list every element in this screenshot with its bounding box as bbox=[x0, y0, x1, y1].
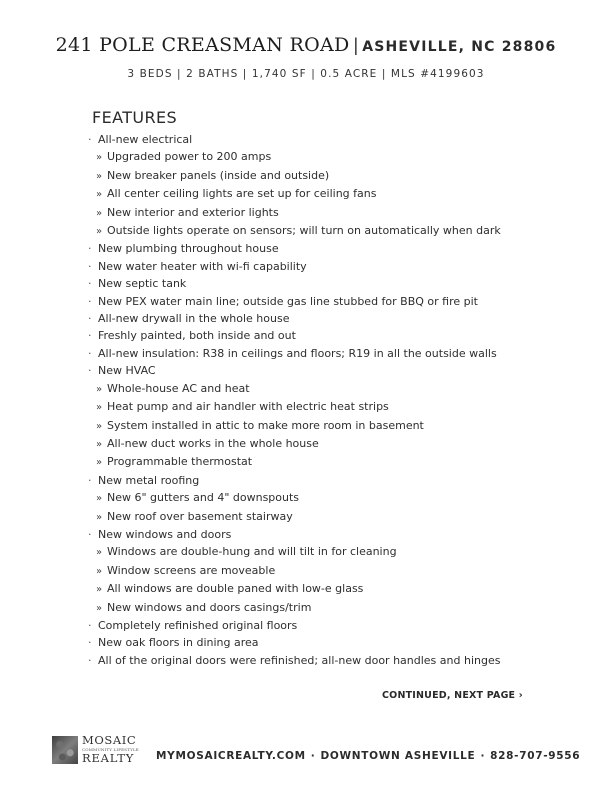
feature-text: New windows and doors bbox=[98, 527, 232, 541]
feature-subitem bbox=[88, 580, 568, 598]
feature-item bbox=[88, 634, 568, 651]
feature-subitem-text: Windows are double-hung and will tilt in for cleaning bbox=[107, 545, 397, 559]
separator-dot: · bbox=[310, 750, 316, 762]
chevron-bullet-icon: » bbox=[96, 438, 103, 450]
street-address: 241 POLE CREASMAN ROAD bbox=[55, 34, 350, 56]
features-heading: FEATURES bbox=[92, 108, 178, 127]
feature-item bbox=[88, 293, 568, 310]
feature-subitem-text: New 6" gutters and 4" downspouts bbox=[107, 491, 300, 505]
feature-item bbox=[88, 310, 568, 327]
feature-text: New water heater with wi-fi capability bbox=[98, 259, 307, 273]
feature-subitem bbox=[88, 380, 568, 398]
feature-item bbox=[88, 275, 568, 292]
feature-text: New PEX water main line; outside gas line stubbed for BBQ or fire pit bbox=[98, 294, 478, 308]
bullet-icon: · bbox=[88, 364, 92, 378]
property-details: 3 BEDS | 2 BATHS | 1,740 SF | 0.5 ACRE | MLS #4199603 bbox=[127, 68, 485, 80]
feature-subitem-text: Heat pump and air handler with electric heat strips bbox=[107, 400, 389, 414]
feature-subitem-text: New interior and exterior lights bbox=[107, 205, 279, 219]
logo-line-1: MOSAIC bbox=[82, 733, 137, 747]
footer bbox=[52, 733, 581, 766]
feature-subitem bbox=[88, 508, 568, 526]
feature-subitem-text: Upgraded power to 200 amps bbox=[107, 150, 272, 164]
feature-item bbox=[88, 472, 568, 489]
chevron-bullet-icon: » bbox=[96, 420, 103, 432]
feature-subitem bbox=[88, 167, 568, 185]
chevron-bullet-icon: » bbox=[96, 207, 103, 219]
chevron-bullet-icon: » bbox=[96, 152, 103, 164]
feature-subitem-text: Whole-house AC and heat bbox=[107, 381, 250, 395]
feature-subitem-text: New roof over basement stairway bbox=[107, 509, 293, 523]
bullet-icon: · bbox=[88, 277, 92, 291]
feature-item bbox=[88, 240, 568, 257]
feature-text: New septic tank bbox=[98, 277, 187, 291]
location-text: DOWNTOWN ASHEVILLE bbox=[320, 750, 476, 762]
separator-dot: · bbox=[480, 750, 486, 762]
feature-text: All of the original doors were refinished; all-new door handles and hinges bbox=[98, 653, 501, 667]
feature-item bbox=[88, 526, 568, 543]
feature-subitem bbox=[88, 222, 568, 240]
feature-subitem bbox=[88, 435, 568, 453]
chevron-bullet-icon: » bbox=[96, 189, 103, 201]
feature-item bbox=[88, 362, 568, 379]
feature-subitem bbox=[88, 543, 568, 561]
bullet-icon: · bbox=[88, 473, 92, 487]
chevron-bullet-icon: » bbox=[96, 547, 103, 559]
bullet-icon: · bbox=[88, 329, 92, 343]
feature-subitem bbox=[88, 562, 568, 580]
website-link[interactable]: MYMOSAICREALTY.COM bbox=[156, 750, 306, 762]
company-logo bbox=[82, 735, 139, 764]
feature-item bbox=[88, 258, 568, 275]
city-state-zip: ASHEVILLE, NC 28806 bbox=[362, 39, 557, 55]
bullet-icon: · bbox=[88, 527, 92, 541]
feature-subitem bbox=[88, 417, 568, 435]
bullet-icon: · bbox=[88, 242, 92, 256]
feature-item bbox=[88, 327, 568, 344]
feature-item bbox=[88, 131, 568, 148]
bullet-icon: · bbox=[88, 259, 92, 273]
feature-text: All-new insulation: R38 in ceilings and floors; R19 in all the outside walls bbox=[98, 346, 497, 360]
bullet-icon: · bbox=[88, 636, 92, 650]
chevron-bullet-icon: » bbox=[96, 493, 103, 505]
chevron-bullet-icon: » bbox=[96, 457, 103, 469]
chevron-bullet-icon: » bbox=[96, 602, 103, 614]
chevron-bullet-icon: » bbox=[96, 226, 103, 238]
mosaic-logo-icon bbox=[52, 736, 78, 764]
logo-line-3: REALTY bbox=[82, 750, 135, 765]
feature-text: New metal roofing bbox=[98, 473, 200, 487]
feature-item bbox=[88, 652, 568, 669]
chevron-bullet-icon: » bbox=[96, 584, 103, 596]
feature-subitem-text: Window screens are moveable bbox=[107, 563, 276, 577]
feature-subitem-text: Programmable thermostat bbox=[107, 455, 253, 469]
feature-subitem bbox=[88, 453, 568, 471]
feature-text: Completely refinished original floors bbox=[98, 618, 298, 632]
chevron-bullet-icon: » bbox=[96, 565, 103, 577]
feature-text: New oak floors in dining area bbox=[98, 636, 259, 650]
title-separator: | bbox=[353, 35, 359, 55]
bullet-icon: · bbox=[88, 618, 92, 632]
feature-subitem bbox=[88, 599, 568, 617]
feature-text: All-new electrical bbox=[98, 133, 193, 146]
feature-item bbox=[88, 617, 568, 634]
features-list bbox=[88, 131, 568, 669]
chevron-bullet-icon: » bbox=[96, 170, 103, 182]
bullet-icon: · bbox=[88, 653, 92, 667]
feature-text: Freshly painted, both inside and out bbox=[98, 329, 296, 343]
feature-subitem bbox=[88, 489, 568, 507]
feature-text: All-new drywall in the whole house bbox=[98, 312, 290, 326]
feature-subitem bbox=[88, 185, 568, 203]
feature-text: New plumbing throughout house bbox=[98, 242, 279, 256]
feature-subitem-text: New windows and doors casings/trim bbox=[107, 600, 312, 614]
chevron-bullet-icon: » bbox=[96, 383, 103, 395]
feature-text: New HVAC bbox=[98, 364, 156, 378]
logo-line-2: COMMUNITY LIFESTYLE bbox=[82, 746, 139, 752]
feature-subitem bbox=[88, 204, 568, 222]
chevron-bullet-icon: » bbox=[96, 511, 103, 523]
continued-next-page: CONTINUED, NEXT PAGE › bbox=[382, 690, 523, 701]
bullet-icon: · bbox=[88, 294, 92, 308]
feature-subitem-text: System installed in attic to make more room in basement bbox=[107, 418, 424, 432]
page-title bbox=[0, 34, 612, 56]
feature-subitem-text: New breaker panels (inside and outside) bbox=[107, 168, 330, 182]
feature-subitem-text: Outside lights operate on sensors; will turn on automatically when dark bbox=[107, 224, 501, 238]
feature-subitem bbox=[88, 148, 568, 166]
bullet-icon: · bbox=[88, 346, 92, 360]
chevron-bullet-icon: » bbox=[96, 402, 103, 414]
contact-line bbox=[156, 750, 580, 762]
feature-subitem-text: All windows are double paned with low-e glass bbox=[107, 582, 364, 596]
feature-subitem-text: All center ceiling lights are set up for ceiling fans bbox=[107, 187, 377, 201]
phone-number[interactable]: 828-707-9556 bbox=[490, 750, 581, 762]
bullet-icon: · bbox=[88, 312, 92, 326]
feature-subitem-text: All-new duct works in the whole house bbox=[107, 436, 319, 450]
bullet-icon: · bbox=[88, 133, 92, 146]
feature-subitem bbox=[88, 398, 568, 416]
feature-item bbox=[88, 345, 568, 362]
